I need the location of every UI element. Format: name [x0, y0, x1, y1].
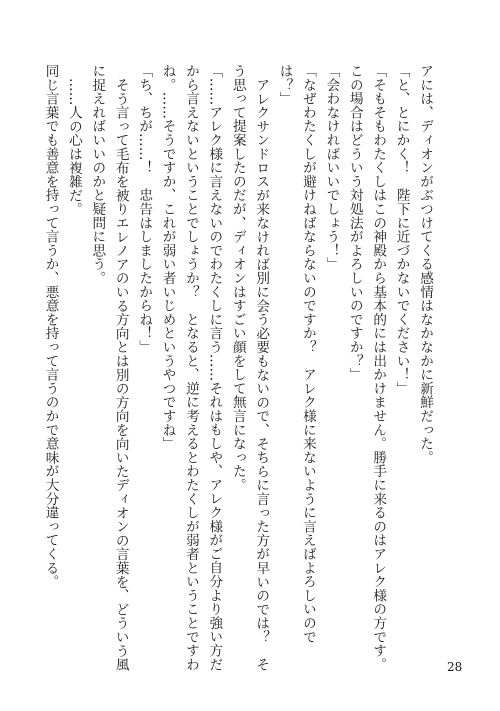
- text-line: 「会わなければいいでしょう！」: [323, 64, 340, 271]
- vertical-text-body: [38, 64, 436, 672]
- text-line: から言えないということでしょうか？ となると、逆に考えるとわたくしが弱者ということですわ: [182, 64, 199, 672]
- text-line: は？」: [276, 64, 293, 106]
- text-line: 「なぜわたくしが避けねばならないのですか？ アレク様に来ないように言えばよろしいので: [299, 64, 316, 644]
- text-line: う思って提案したのだが、ディオンはすごい顔をして無言になった。: [229, 64, 246, 492]
- text-line: 「そもそもわたくしはこの神殿から基本的には出かけません。勝手に来るのはアレク様の方です。: [370, 64, 387, 672]
- text-line: 「……アレク様に言えないのでわたくしに言う……それはもしや、アレク様がご自分より強い方だ: [206, 64, 223, 672]
- text-line: そう言って毛布を被りエレノアのいる方向とは別の方向を向いたディオンの言葉を、どういう風: [112, 77, 129, 671]
- text-line: ……人の心は複雑だ。: [65, 77, 82, 216]
- text-line: アレクサンドロスが来なければ別に会う必要もないので、そちらに言った方が早いのでは？ そ: [253, 77, 270, 671]
- text-line: に捉えればいいのかと疑問に思う。: [89, 64, 106, 285]
- text-line: 同じ言葉でも善意を持って言うか、悪意を持って言うのかで意味が大分違ってくる。: [42, 64, 59, 589]
- text-line: 「と、とにかく！ 陛下に近づかないでください！」: [393, 64, 410, 396]
- text-line: アには、ディオンがぶつけてくる感情はなかなかに新鮮だった。: [417, 64, 433, 465]
- text-line: 「ち、ちが……！ 忠告はしましたからね！」: [136, 64, 153, 354]
- text-line: この場合はどういう対処法がよろしいのですか？」: [346, 64, 363, 382]
- page-number: 28: [447, 660, 463, 674]
- text-line: ね。……そうですか、これが弱い者いじめというやつですね」: [159, 64, 176, 451]
